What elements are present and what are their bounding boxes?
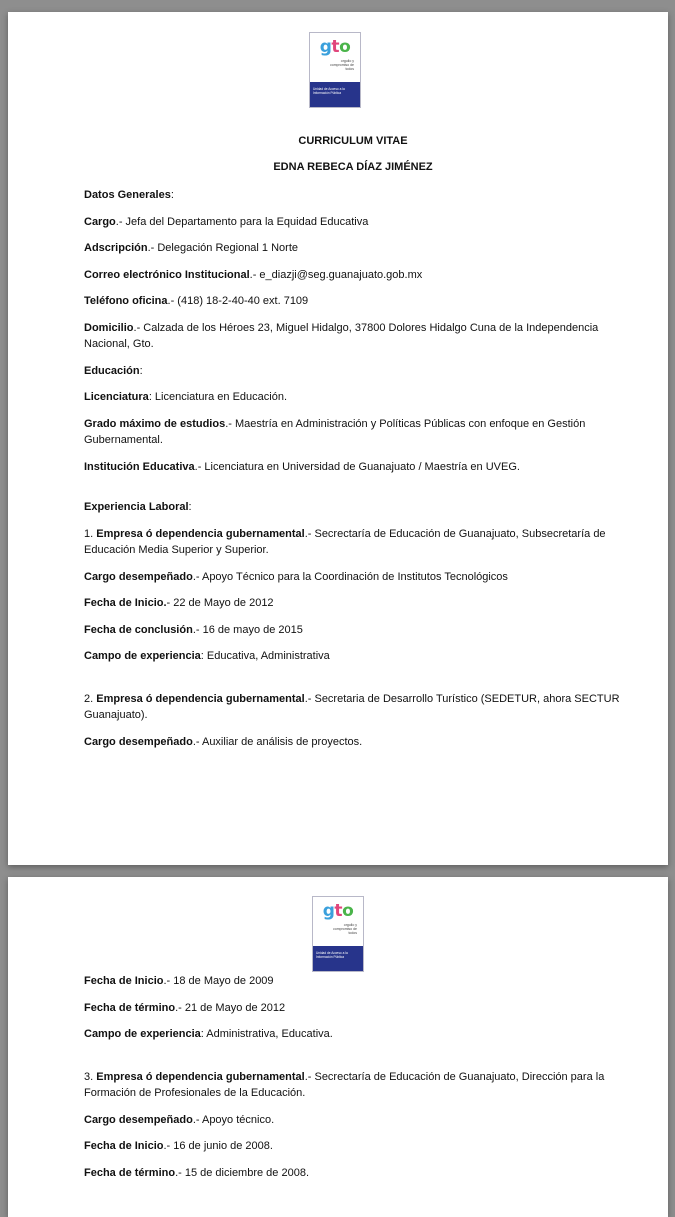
exp3-empresa-label: Empresa ó dependencia gubernamental xyxy=(96,1070,305,1083)
person-name: EDNA REBECA DÍAZ JIMÉNEZ xyxy=(273,161,433,173)
gto-logo-band: Unidad de Acceso a la Información Pública xyxy=(313,946,363,971)
adscripcion-value: .- Delegación Regional 1 Norte xyxy=(147,242,298,254)
gto-logo-mark xyxy=(313,901,363,921)
exp3-empresa-value: .- Secrectaría de Educación de Guanajuato, Dirección para la Formación de Profesionales de la Educación. xyxy=(84,1070,605,1099)
exp3-inicio-line xyxy=(84,1138,622,1155)
datos-generales-heading: Datos Generales: xyxy=(84,189,174,201)
exp2-cargo-value: .- Auxiliar de análisis de proyectos. xyxy=(192,735,363,748)
exp2-empresa-value: .- Secretaria de Desarrollo Turístico (SEDETUR, ahora SECTUR Guanajuato). xyxy=(84,692,620,721)
exp2-cargo-label: Cargo desempeñado xyxy=(84,735,193,748)
exp3-inicio-value: .- 16 de junio de 2008. xyxy=(163,1140,273,1152)
exp2-number: 2. xyxy=(84,692,94,705)
institucion-line xyxy=(84,459,622,476)
gto-logo xyxy=(312,896,364,972)
institucion-value: .- Licenciatura en Universidad de Guanajuato / Maestría en UVEG. xyxy=(194,460,520,473)
exp2-campo-line xyxy=(84,1026,622,1043)
exp3-inicio-label: Fecha de Inicio xyxy=(84,1140,164,1152)
institucion-label: Institución Educativa xyxy=(84,460,195,473)
exp2-termino-line xyxy=(84,1000,622,1017)
correo-label: Correo electrónico Institucional xyxy=(84,268,250,281)
exp2-inicio-label: Fecha de Inicio xyxy=(84,975,164,987)
licenciatura-value: : Licenciatura en Educación. xyxy=(148,391,288,403)
exp3-cargo-value: .- Apoyo técnico. xyxy=(192,1113,275,1126)
adscripcion-label: Adscripción xyxy=(84,242,148,254)
exp1-cargo-label: Cargo desempeñado xyxy=(84,570,193,583)
gto-logo-letter-o: o xyxy=(339,37,351,57)
gto-logo-band: Unidad de Acceso a la Información Pública xyxy=(310,82,360,107)
exp2-cargo-line xyxy=(84,734,622,751)
exp2-empresa-label: Empresa ó dependencia gubernamental xyxy=(96,692,305,705)
exp1-number: 1. xyxy=(84,527,94,540)
gto-logo-mark xyxy=(310,37,360,57)
exp3-termino-label: Fecha de término xyxy=(84,1166,176,1179)
gto-logo-tagline: orgullo y compromiso de todos xyxy=(333,923,357,935)
exp3-termino-line xyxy=(84,1165,622,1182)
exp2-inicio-line xyxy=(84,973,622,990)
telefono-line xyxy=(84,293,622,310)
exp1-conclusion-line xyxy=(84,622,622,639)
educacion-label: Educación xyxy=(84,364,140,377)
exp3-cargo-label: Cargo desempeñado xyxy=(84,1113,193,1126)
correo-line xyxy=(84,267,622,284)
domicilio-line xyxy=(84,320,622,353)
correo-value: .- e_diazji@seg.guanajuato.gob.mx xyxy=(249,268,423,281)
exp1-inicio-label: Fecha de Inicio. xyxy=(84,597,167,609)
exp1-cargo-value: .- Apoyo Técnico para la Coordinación de Institutos Tecnológicos xyxy=(192,570,508,583)
exp1-empresa-label: Empresa ó dependencia gubernamental xyxy=(96,527,305,540)
adscripcion-line xyxy=(84,240,622,257)
gto-logo-tagline: orgullo y compromiso de todos xyxy=(330,59,354,71)
exp3-empresa-line xyxy=(84,1069,622,1102)
cargo-label: Cargo xyxy=(84,215,116,228)
educacion-heading: Educación: xyxy=(84,364,143,377)
exp1-campo-label: Campo de experiencia xyxy=(84,650,201,662)
gto-logo-letter-t: t xyxy=(331,37,340,57)
exp3-termino-value: .- 15 de diciembre de 2008. xyxy=(175,1166,309,1179)
cargo-line xyxy=(84,214,622,231)
exp1-conclusion-label: Fecha de conclusión xyxy=(84,623,193,636)
exp2-campo-value: : Administrativa, Educativa. xyxy=(200,1028,333,1040)
domicilio-label: Domicilio xyxy=(84,321,134,334)
page-2-content xyxy=(84,973,622,1191)
domicilio-value: .- Calzada de los Héroes 23, Miguel Hidalgo, 37800 Dolores Hidalgo Cuna de la Independencia Nacional, Gto. xyxy=(84,321,599,350)
licenciatura-line xyxy=(84,389,622,406)
gto-logo-letter-t: t xyxy=(334,901,343,921)
licenciatura-label: Licenciatura xyxy=(84,391,149,403)
exp1-empresa-value: .- Secrectaría de Educación de Guanajuato, Subsecretaría de Educación Media Superior y Superior. xyxy=(84,527,606,556)
telefono-value: .- (418) 18-2-40-40 ext. 7109 xyxy=(167,295,309,307)
telefono-label: Teléfono oficina xyxy=(84,295,168,307)
exp2-campo-label: Campo de experiencia xyxy=(84,1028,201,1040)
exp1-conclusion-value: .- 16 de mayo de 2015 xyxy=(192,623,303,636)
gto-logo xyxy=(309,32,361,108)
document-page-1 xyxy=(8,12,668,865)
grado-label: Grado máximo de estudios xyxy=(84,417,226,430)
datos-generales-label: Datos Generales xyxy=(84,189,171,201)
grado-value: .- Maestría en Administración y Políticas Públicas con enfoque en Gestión Gubernamental. xyxy=(84,417,586,446)
exp1-empresa-line xyxy=(84,526,622,559)
gto-logo-letter-o: o xyxy=(342,901,354,921)
exp2-termino-label: Fecha de término xyxy=(84,1001,176,1014)
experiencia-label: Experiencia Laboral xyxy=(84,501,189,513)
gto-logo-letter-g: g xyxy=(319,37,332,57)
exp1-inicio-line xyxy=(84,595,622,612)
exp1-campo-line xyxy=(84,648,622,665)
page-1-content xyxy=(84,135,622,760)
exp3-cargo-line xyxy=(84,1112,622,1129)
grado-line xyxy=(84,416,622,449)
cargo-value: .- Jefa del Departamento para la Equidad Educativa xyxy=(115,215,369,228)
document-page-2 xyxy=(8,877,668,1217)
exp1-cargo-line xyxy=(84,569,622,586)
exp2-inicio-value: .- 18 de Mayo de 2009 xyxy=(163,975,274,987)
exp1-campo-value: : Educativa, Administrativa xyxy=(200,650,330,662)
exp3-number: 3. xyxy=(84,1070,94,1083)
gto-logo-letter-g: g xyxy=(322,901,335,921)
exp1-inicio-value: - 22 de Mayo de 2012 xyxy=(166,597,274,609)
experiencia-heading: Experiencia Laboral: xyxy=(84,501,192,513)
exp2-empresa-line xyxy=(84,691,622,724)
document-title: CURRICULUM VITAE xyxy=(298,135,408,147)
exp2-termino-value: .- 21 de Mayo de 2012 xyxy=(175,1001,286,1014)
